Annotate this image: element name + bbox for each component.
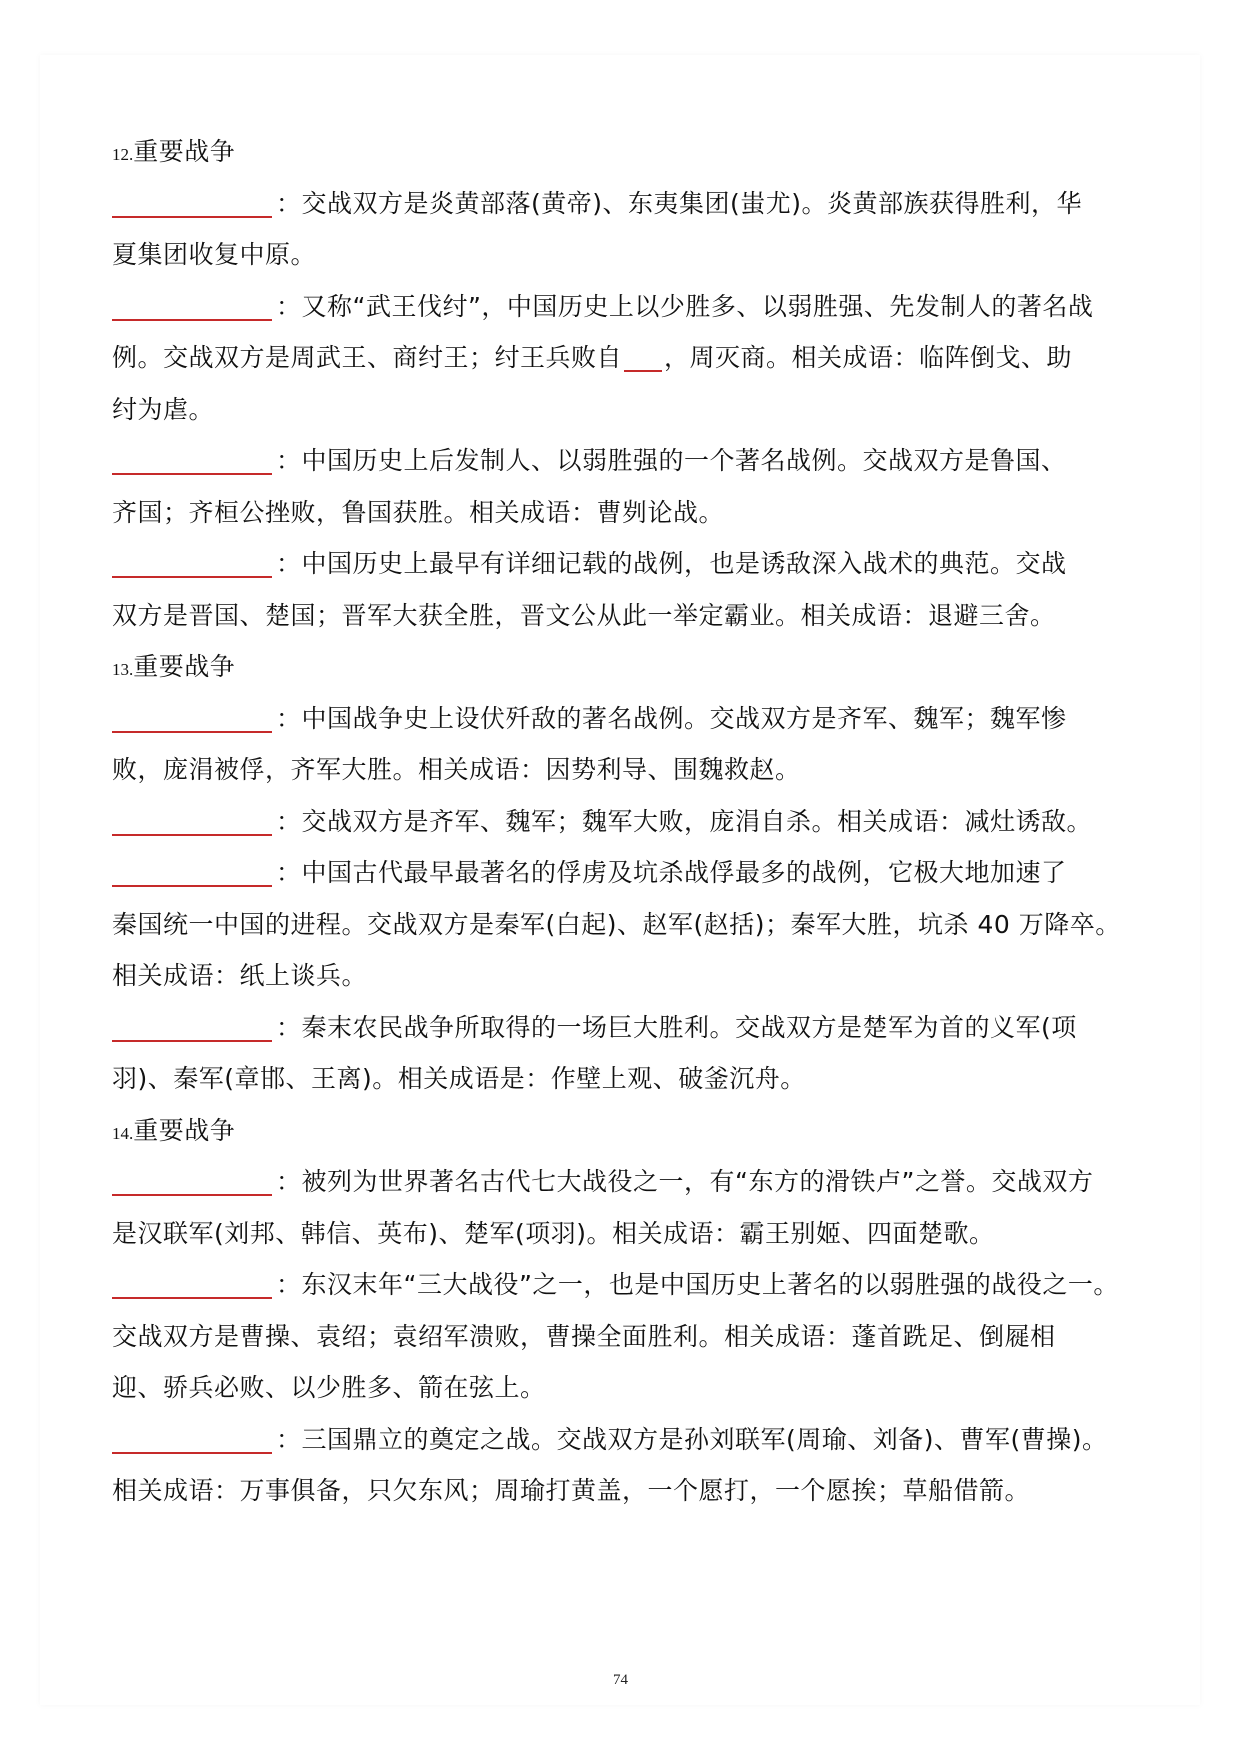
battle-entry <box>112 281 1122 333</box>
entry-text: ：中国战争史上设伏歼敌的著名战例。交战双方是齐军、魏军；魏军惨 <box>276 703 1067 733</box>
answer-blank[interactable] <box>112 857 272 887</box>
answer-blank[interactable] <box>112 1012 272 1042</box>
entry-continuation <box>112 950 1122 1002</box>
answer-blank[interactable] <box>112 548 272 578</box>
entry-continuation <box>112 899 1122 951</box>
answer-blank[interactable] <box>112 1424 272 1454</box>
entry-text: ：被列为世界著名古代七大战役之一，有“东方的滑铁卢”之誉。交战双方 <box>276 1167 1094 1196</box>
entry-text: 纣为虐。 <box>112 394 215 424</box>
entry-text: 双方是晋国、楚国；晋军大获全胜，晋文公从此一举定霸业。相关成语：退避三舍。 <box>112 600 1056 630</box>
page-number: 74 <box>613 1672 628 1688</box>
entry-text: ：交战双方是齐军、魏军；魏军大败，庞涓自杀。相关成语：减灶诱敌。 <box>276 806 1093 836</box>
entry-text: ：又称“武王伐纣”，中国历史上以少胜多、以弱胜强、先发制人的著名战 <box>276 291 1094 321</box>
answer-blank[interactable] <box>112 291 272 321</box>
entry-continuation <box>112 229 1122 281</box>
answer-blank-short[interactable] <box>624 342 662 372</box>
entry-text: 相关成语：纸上谈兵。 <box>112 961 368 990</box>
entry-text: 相关成语：万事俱备，只欠东风；周瑜打黄盖，一个愿打，一个愿挨；草船借箭。 <box>112 1476 1031 1505</box>
entry-text: 例。交战双方是周武王、商纣王；纣王兵败自 <box>112 343 623 372</box>
heading-number: 14. <box>112 1123 134 1143</box>
heading-text: 重要战争 <box>133 1115 236 1145</box>
battle-entry <box>112 435 1122 487</box>
entry-continuation <box>112 1362 1122 1414</box>
answer-blank[interactable] <box>112 445 272 475</box>
answer-blank[interactable] <box>112 188 272 218</box>
answer-blank[interactable] <box>112 703 272 733</box>
answer-blank[interactable] <box>112 806 272 836</box>
entry-text: ：三国鼎立的奠定之战。交战双方是孙刘联军(周瑜、刘备)、曹军(曹操)。 <box>276 1424 1108 1454</box>
entry-text: 是汉联军(刘邦、韩信、英布)、楚军(项羽)。相关成语：霸王别姬、四面楚歌。 <box>112 1218 995 1248</box>
battle-entry <box>112 1002 1122 1054</box>
entry-text: 齐国；齐桓公挫败，鲁国获胜。相关成语：曹刿论战。 <box>112 497 725 527</box>
entry-continuation <box>112 487 1122 539</box>
answer-blank[interactable] <box>112 1166 272 1196</box>
entry-text: 迎、骄兵必败、以少胜多、箭在弦上。 <box>112 1373 546 1402</box>
battle-entry <box>112 538 1122 590</box>
section-heading-13 <box>112 641 1122 693</box>
entry-text: ：中国历史上后发制人、以弱胜强的一个著名战例。交战双方是鲁国、 <box>276 446 1067 475</box>
entry-text: 败，庞涓被俘，齐军大胜。相关成语：因势利导、围魏救赵。 <box>112 755 801 784</box>
document-content <box>112 126 1122 1517</box>
entry-text: ：中国历史上最早有详细记载的战例，也是诱敌深入战术的典范。交战 <box>276 549 1067 578</box>
battle-entry <box>112 1414 1122 1466</box>
entry-text: ：交战双方是炎黄部落(黄帝)、东夷集团(蚩尤)。炎黄部族获得胜利，华 <box>276 188 1083 218</box>
entry-continuation <box>112 590 1122 642</box>
heading-text: 重要战争 <box>133 652 236 681</box>
battle-entry <box>112 1259 1122 1311</box>
heading-number: 13. <box>112 660 134 679</box>
entry-continuation <box>112 1465 1122 1517</box>
entry-continuation <box>112 332 1122 384</box>
entry-text: ：秦末农民战争所取得的一场巨大胜利。交战双方是楚军为首的义军(项 <box>276 1012 1077 1042</box>
entry-text: ：东汉末年“三大战役”之一，也是中国历史上著名的以弱胜强的战役之一。 <box>276 1270 1119 1299</box>
entry-continuation <box>112 1311 1122 1363</box>
entry-text: ：中国古代最早最著名的俘虏及坑杀战俘最多的战例，它极大地加速了 <box>276 858 1067 887</box>
battle-entry <box>112 693 1122 745</box>
battle-entry <box>112 847 1122 899</box>
entry-continuation <box>112 384 1122 436</box>
entry-text: ，周灭商。相关成语：临阵倒戈、助 <box>664 343 1073 372</box>
entry-text: 夏集团收复中原。 <box>112 240 317 269</box>
entry-continuation <box>112 1208 1122 1260</box>
battle-entry <box>112 796 1122 848</box>
entry-text: 秦国统一中国的进程。交战双方是秦军(白起)、赵军(赵括)；秦军大胜，坑杀 40 万降卒。 <box>112 909 1121 939</box>
battle-entry <box>112 1156 1122 1208</box>
entry-continuation <box>112 1053 1122 1105</box>
heading-number: 12. <box>112 145 134 164</box>
answer-blank[interactable] <box>112 1269 272 1299</box>
section-heading-12 <box>112 126 1122 178</box>
heading-text: 重要战争 <box>133 137 236 166</box>
entry-text: 羽)、秦军(章邯、王离)。相关成语是：作壁上观、破釜沉舟。 <box>112 1064 806 1093</box>
entry-text: 交战双方是曹操、袁绍；袁绍军溃败，曹操全面胜利。相关成语：蓬首跣足、倒屣相 <box>112 1321 1056 1351</box>
section-heading-14 <box>112 1105 1122 1157</box>
entry-continuation <box>112 744 1122 796</box>
battle-entry <box>112 178 1122 230</box>
